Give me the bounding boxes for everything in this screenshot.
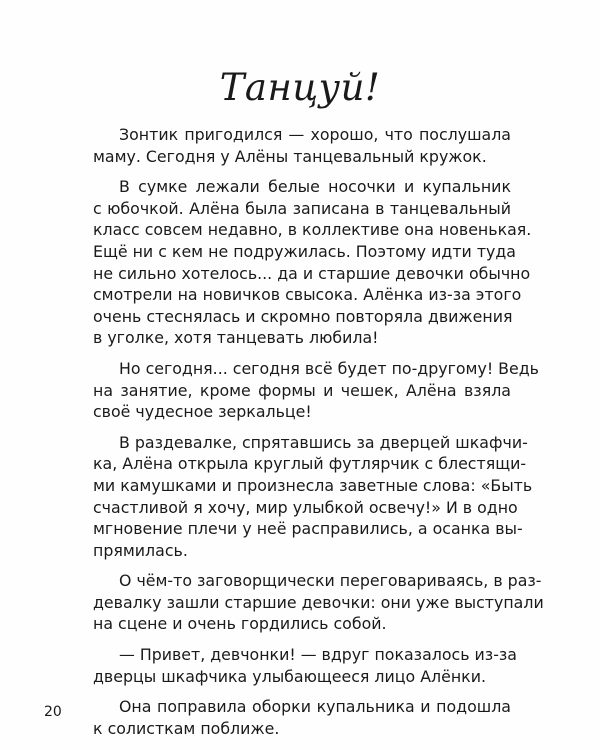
text-line: своё чудесное зеркальце! (93, 402, 312, 422)
text-line: ми камушками и произнесла заветные слова: «Быть (93, 475, 533, 495)
text-line: В сумке лежали белые носочки и купальник (119, 177, 511, 197)
text-line: дверцы шкафчика улыбающееся лицо Алёнки. (93, 666, 486, 686)
chapter-title: Танцуй! (219, 66, 381, 109)
text-line: с юбочкой. Алёна была записана в танцевальный (93, 198, 511, 218)
text-line: — Привет, девчонки! — вдруг показалось из-за (119, 645, 517, 665)
paragraph (93, 124, 511, 167)
paragraph (93, 358, 539, 423)
text-line: к солисткам поближе. (93, 718, 280, 738)
text-line: прямилась. (93, 540, 188, 560)
text-line: ка, Алёна открыла круглый футлярчик с блестящи- (93, 454, 527, 474)
text-line: не сильно хотелось... да и старшие девочки обычно (93, 263, 531, 283)
text-line: на сцене и очень гордились собой. (93, 614, 387, 634)
text-line: В раздевалке, спрятавшись за дверцей шкафчи- (119, 432, 528, 452)
text-line: Ещё ни с кем не подружилась. Поэтому идти туда (93, 241, 516, 261)
text-line: Она поправила оборки купальника и подошла (119, 697, 511, 717)
text-line: в уголке, хотя танцевать любила! (93, 328, 379, 348)
paragraph (93, 696, 511, 739)
text-line: на занятие, кроме формы и чешек, Алёна взяла (93, 380, 511, 400)
text-line: Зонтик пригодился — хорошо, что послушала (119, 125, 511, 144)
paragraph (93, 432, 533, 562)
text-line: мгновение плечи у неё расправились, а осанка вы- (93, 519, 523, 539)
text-line: Но сегодня... сегодня всё будет по-другому! Ведь (119, 358, 539, 378)
text-line: О чём-то заговорщически переговариваясь, в раз- (119, 571, 542, 591)
text-line: класс совсем недавно, в коллективе она новенькая. (93, 220, 532, 240)
page-number: 20 (44, 704, 62, 720)
text-line: смотрели на новичков свысока. Алёнка из-за этого (93, 285, 522, 305)
text-line: девалку зашли старшие девочки: они уже выступали (93, 592, 544, 612)
paragraph (93, 176, 532, 349)
text-line: маму. Сегодня у Алёны танцевальный кружок. (93, 146, 487, 166)
story-text (93, 124, 544, 748)
paragraph (93, 570, 544, 635)
text-line: счастливой я хочу, мир улыбкой освечу!» И в одно (93, 497, 518, 517)
paragraph (93, 644, 517, 687)
text-line: очень стеснялась и скромно повторяла движения (93, 306, 513, 326)
